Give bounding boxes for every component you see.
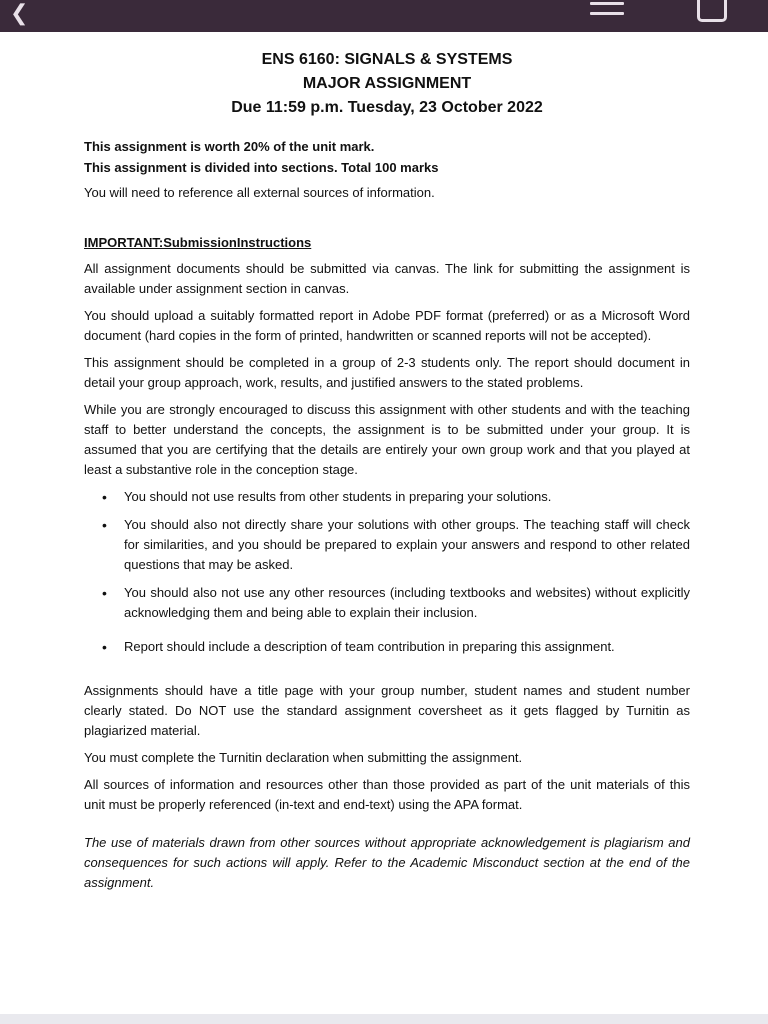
document-page (84, 48, 690, 893)
course-title: ENS 6160: SIGNALS & SYSTEMS (261, 51, 513, 68)
instructions-heading: IMPORTANT:SubmissionInstructions (84, 235, 312, 250)
turnitin-paragraph: You must complete the Turnitin declaration when submitting the assignment. (84, 750, 523, 765)
bullet-icon: • (102, 517, 107, 533)
sections-line: This assignment is divided into sections. Total 100 marks (84, 160, 439, 175)
document-header (84, 48, 690, 120)
reference-line: You will need to reference all external sources of information. (84, 185, 435, 200)
instructions-paragraph-1: All assignment documents should be submitted via canvas. The link for submitting the assignment is available under assignment section in canvas. (84, 261, 690, 296)
list-item: • Report should include a description of team contribution in preparing this assignment. (102, 639, 615, 655)
worth-line: This assignment is worth 20% of the unit mark. (84, 139, 375, 154)
bullet-icon: • (102, 585, 107, 601)
assignment-title: MAJOR ASSIGNMENT (302, 75, 472, 92)
list-item: • You should also not use any other resources (including textbooks and websites) without explicitly acknowledging them and being able to explain their inclusion. (102, 585, 690, 620)
list-item: • You should not use results from other students in preparing your solutions. (102, 489, 552, 505)
bullet-icon: • (102, 639, 107, 655)
app-top-bar (0, 0, 768, 32)
instructions-paragraph-4: While you are strongly encouraged to discuss this assignment with other students and with the teaching staff to better understand the concepts, the assignment is to be submitted under your group. It is assumed that you are certifying that the details are entirely your own group work and that you played at least a substantive role in the conception stage. (84, 402, 690, 477)
rules-list (84, 487, 690, 657)
intro-block (84, 136, 690, 203)
back-icon[interactable]: ❮ (10, 0, 29, 25)
instructions-paragraph-3: This assignment should be completed in a group of 2-3 students only. The report should document in detail your group approach, work, results, and justified answers to the stated problems. (84, 355, 690, 390)
plagiarism-warning: The use of materials drawn from other sources without appropriate acknowledgement is plagiarism and consequences for such actions will apply. Refer to the Academic Misconduct section at the end of the assignment. (84, 835, 690, 890)
due-date: Due 11:59 p.m. Tuesday, 23 October 2022 (231, 99, 543, 116)
menu-icon[interactable] (590, 2, 624, 26)
list-item: • You should also not directly share your solutions with other groups. The teaching staff will check for similarities, and you should be prepared to explain your answers and respond to other related questions that may be asked. (102, 517, 690, 572)
tabs-icon[interactable] (697, 0, 727, 22)
referencing-paragraph: All sources of information and resources other than those provided as part of the unit materials of this unit must be properly referenced (in-text and end-text) using the APA format. (84, 777, 690, 812)
title-page-paragraph: Assignments should have a title page with your group number, student names and student number clearly stated. Do NOT use the standard assignment coversheet as it gets flagged by Turnitin as plagiarized material. (84, 683, 690, 738)
bullet-icon: • (102, 489, 107, 505)
instructions-paragraph-2: You should upload a suitably formatted report in Adobe PDF format (preferred) or as a Microsoft Word document (hard copies in the form of printed, handwritten or scanned reports will not be accepted). (84, 308, 690, 343)
bottom-edge (0, 1014, 768, 1024)
